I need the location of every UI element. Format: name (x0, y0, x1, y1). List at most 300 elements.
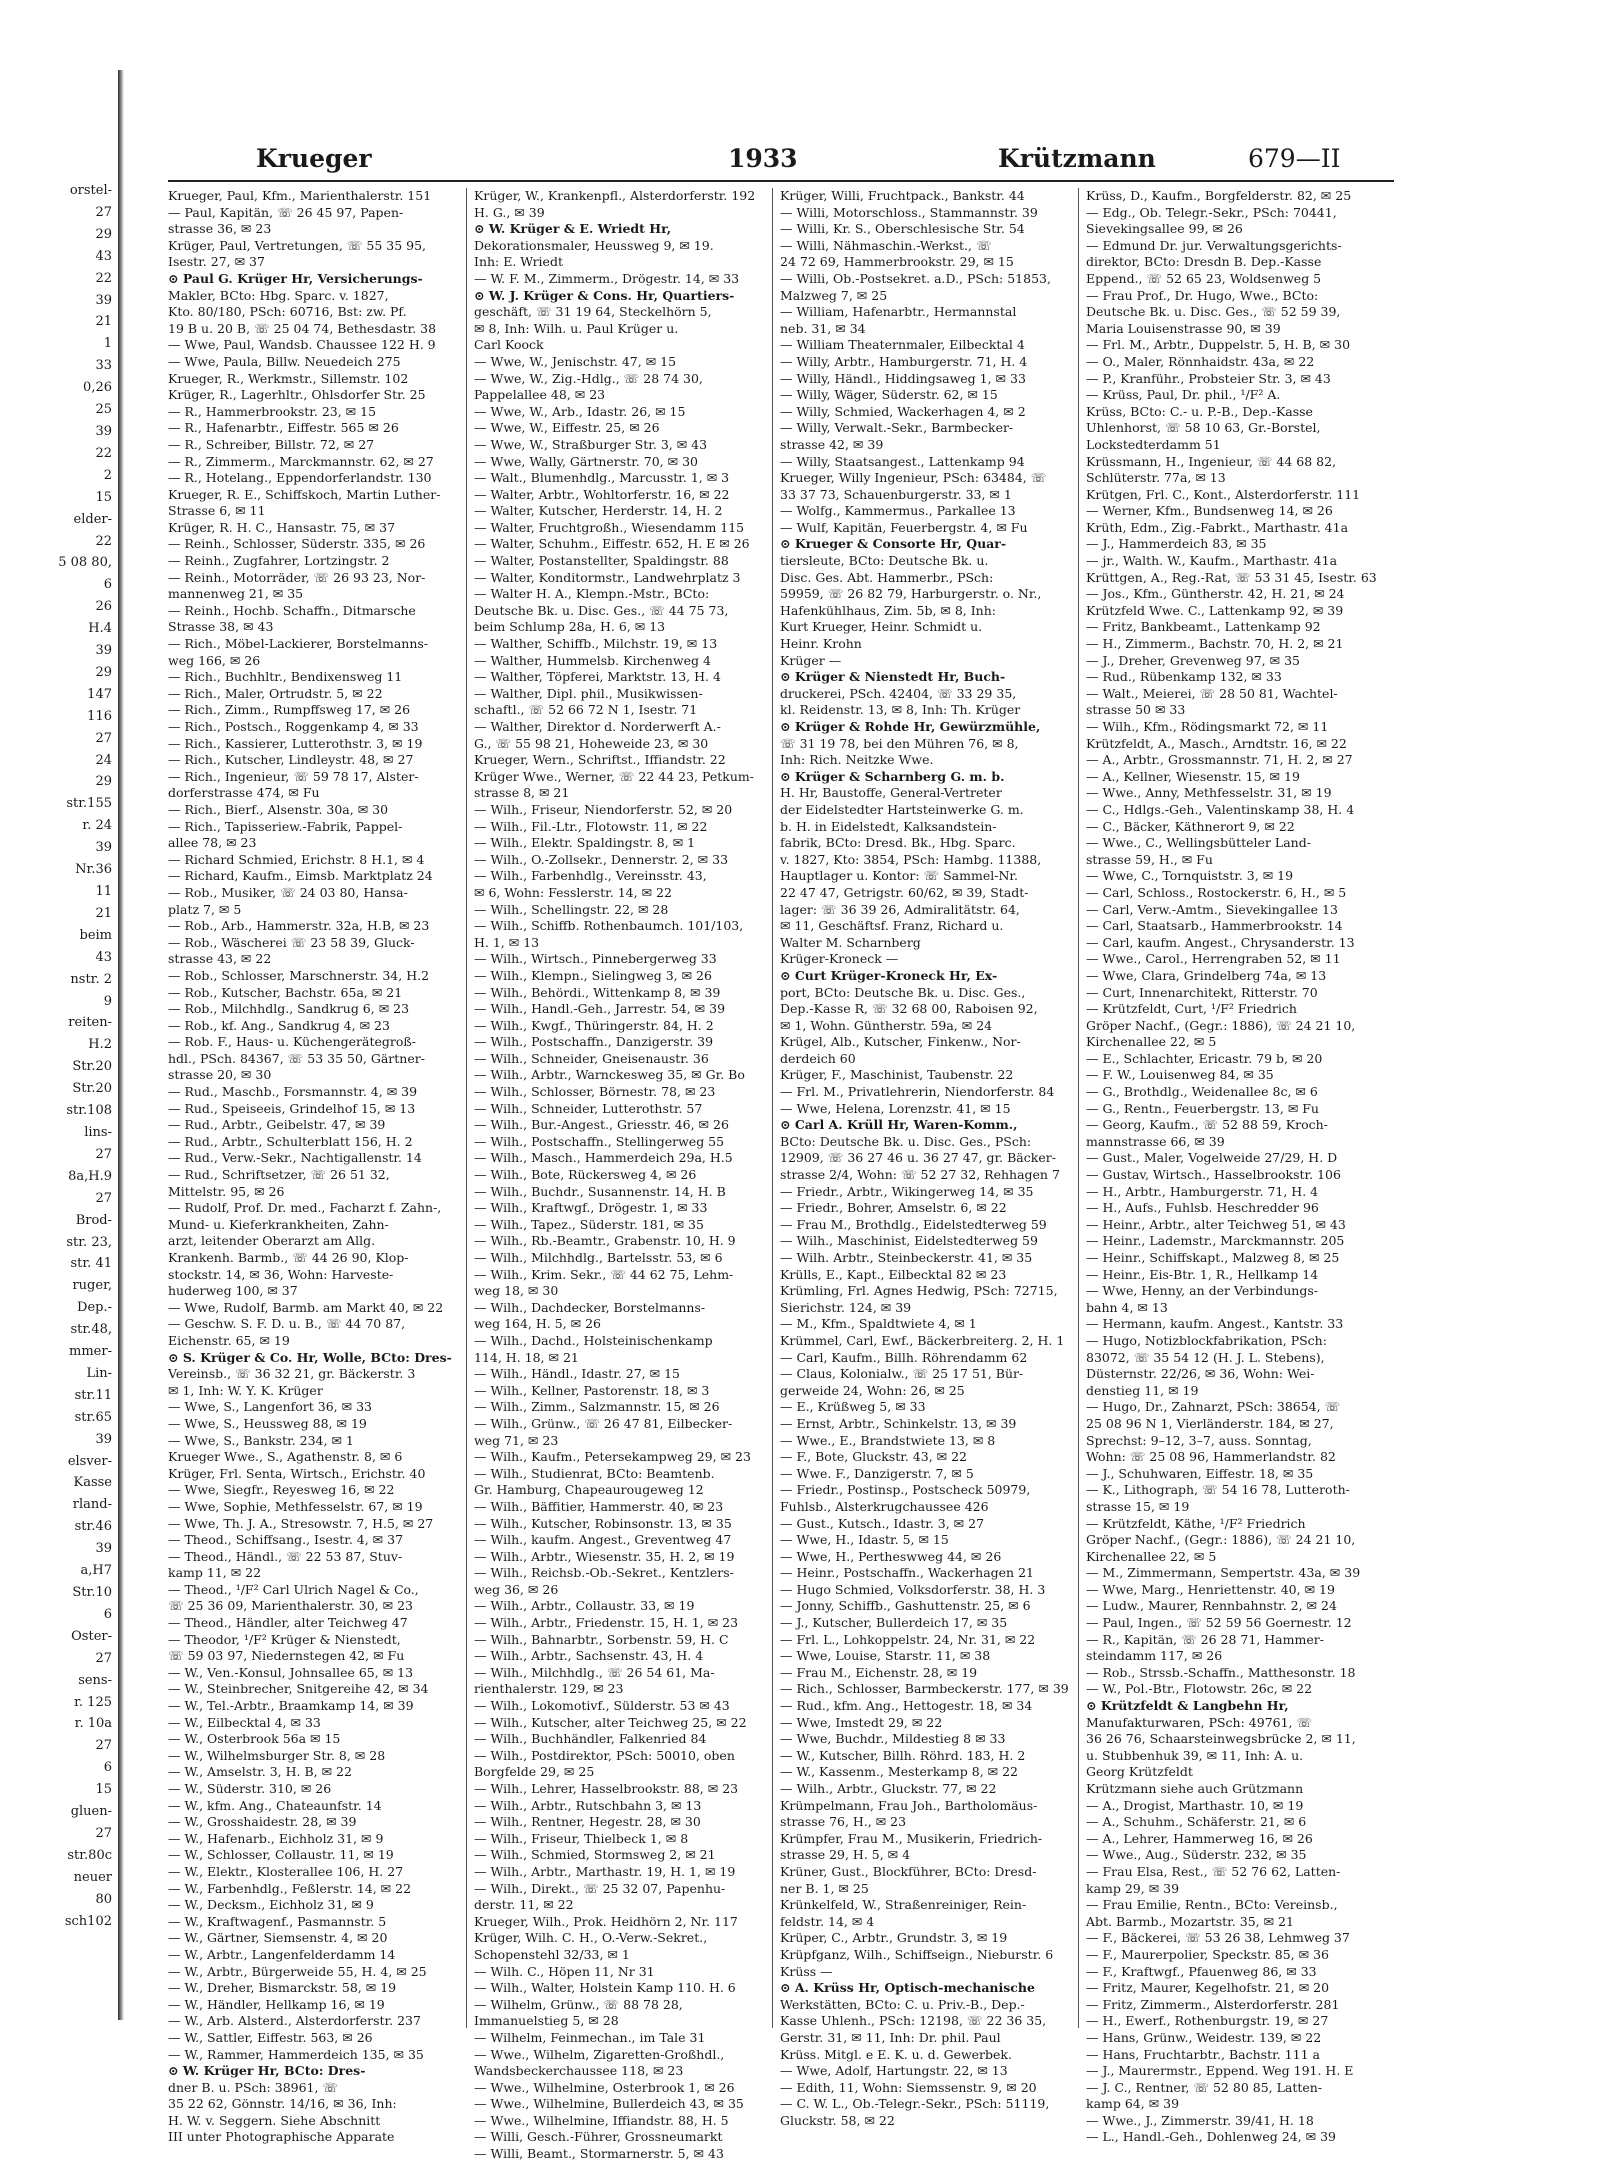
directory-entry-line: — Theodor, ¹/F² Krüger & Nienstedt, (168, 1631, 401, 1647)
directory-entry-line: — Wilh., Kellner, Pastorenstr. 18, ✉ 3 (474, 1382, 710, 1398)
directory-entry-line: — W., Osterbrook 56a ✉ 15 (168, 1731, 341, 1747)
directory-entry-line: denstieg 11, ✉ 19 (1086, 1382, 1199, 1398)
directory-entry-line: — Wilh., Zimm., Salzmannstr. 15, ✉ 26 (474, 1399, 720, 1415)
directory-entry-line: — W., Kutscher, Billh. Röhrd. 183, H. 2 (780, 1747, 1026, 1763)
directory-entry-line: — Wwe, Paula, Billw. Neuedeich 275 (168, 353, 401, 369)
directory-entry-line: — Rich., Schlosser, Barmbeckerstr. 177, ✉ 39 (780, 1681, 1069, 1697)
edge-text-line: 39 (95, 423, 112, 439)
directory-entry-line: Abt. Barmb., Mozartstr. 35, ✉ 21 (1086, 1913, 1294, 1929)
directory-entry-line: — Wilh., Rentner, Hegestr. 28, ✉ 30 (474, 1814, 701, 1830)
directory-entry-line: — Gustav, Wirtsch., Hasselbrookstr. 106 (1086, 1167, 1341, 1183)
directory-entry-line: — P., Kranführ., Probsteier Str. 3, ✉ 43 (1086, 370, 1331, 386)
directory-entry-line: — Wilh., Händl., Idastr. 27, ✉ 15 (474, 1366, 680, 1382)
directory-entry-line: weg 164, H. 5, ✉ 26 (474, 1316, 601, 1332)
directory-page (168, 138, 1394, 2162)
directory-entry-line: — W., Hafenarb., Eichholz 31, ✉ 9 (168, 1830, 384, 1846)
edge-text-line: str. 41 (70, 1256, 112, 1272)
edge-text-line: 27 (95, 1825, 112, 1841)
directory-entry-line: huderweg 100, ✉ 37 (168, 1283, 298, 1299)
directory-entry-line: — Wwe, Henny, an der Verbindungs- (1086, 1283, 1318, 1299)
directory-entry-line: — Wilh. Arbtr., Steinbeckerstr. 41, ✉ 35 (780, 1250, 1033, 1265)
directory-entry-line: — Wilh., O.-Zollsekr., Dennerstr. 2, ✉ 33 (474, 851, 729, 867)
directory-entry-line: Inh: E. Wriedt (474, 254, 563, 270)
directory-entry-line: — William Theaternmaler, Eilbecktal 4 (780, 337, 1025, 353)
directory-entry-line: 24 72 69, Hammerbrookstr. 29, ✉ 15 (780, 254, 1014, 270)
directory-entry-line: — Wwe, Adolf, Hartungstr. 22, ✉ 13 (780, 2063, 1008, 2079)
directory-entry-line: — Wwe, Clara, Grindelberg 74a, ✉ 13 (1086, 967, 1327, 983)
directory-entry-line: — Wwe., Carol., Herrengraben 52, ✉ 11 (1086, 951, 1341, 967)
edge-text-line: a,H7 (80, 1563, 112, 1579)
directory-entry-line: — A., Lehrer, Hammerweg 16, ✉ 26 (1086, 1830, 1313, 1846)
directory-entry-line: Pappelallee 48, ✉ 23 (474, 387, 606, 403)
directory-entry-line: — Rob., Musiker, ☏ 24 03 80, Hansa- (168, 884, 408, 900)
directory-entry-line: — F., Bote, Gluckstr. 43, ✉ 22 (780, 1449, 967, 1465)
directory-entry-line: Deutsche Bk. u. Disc. Ges., ☏ 52 59 39, (1086, 304, 1341, 320)
directory-entry-line: Carl Koock (474, 337, 544, 353)
adjacent-page-fragment (0, 180, 112, 1933)
column-1 (168, 188, 460, 2145)
directory-entry-line: — Wwe., Wilhelmine, Osterbrook 1, ✉ 26 (474, 2079, 735, 2095)
directory-entry-line: ⊙ Carl A. Krüll Hr, Waren-Komm., (780, 1117, 1018, 1133)
directory-entry-line: ✉ 1, Wohn. Güntherstr. 59a, ✉ 24 (780, 1017, 993, 1033)
directory-entry-line: 36 26 76, Schaarsteinwegsbrücke 2, ✉ 11, (1086, 1731, 1356, 1747)
directory-entry-line: — Reinh., Hochb. Schaffn., Ditmarsche (168, 602, 416, 618)
edge-text-line: 6 (103, 577, 112, 593)
directory-entry-line: — W., Arbtr., Bürgerweide 55, H. 4, ✉ 25 (168, 1963, 427, 1979)
directory-entry-line: — Willi, Nähmaschin.-Werkst., ☏ (780, 237, 992, 253)
directory-entry-line: — Hugo, Dr., Zahnarzt, PSch: 38654, ☏ (1086, 1399, 1341, 1415)
directory-entry-line: — Rob., kf. Ang., Sandkrug 4, ✉ 23 (168, 1017, 390, 1033)
edge-text-line: Str.20 (72, 1081, 112, 1097)
directory-entry-line: — W. F. M., Zimmerm., Drögestr. 14, ✉ 33 (474, 270, 740, 286)
directory-entry-line: ⊙ A. Krüss Hr, Optisch-mechanische (780, 1980, 1035, 1996)
directory-entry-line: Mittelstr. 95, ✉ 26 (168, 1183, 285, 1199)
directory-entry-line: — W., Kraftwagenf., Pasmannstr. 5 (168, 1913, 387, 1929)
directory-entry-line: — W., Elektr., Klosterallee 106, H. 27 (168, 1863, 404, 1879)
directory-entry-line: — Wilh., Direkt., ☏ 25 32 07, Papenhu- (474, 1880, 726, 1896)
directory-entry-line: — Willi, Kr. S., Oberschlesische Str. 54 (780, 221, 1025, 237)
directory-entry-line: bahn 4, ✉ 13 (1086, 1299, 1168, 1315)
directory-entry-line: — Wilh., Arbtr., Marthastr. 19, H. 1, ✉ 19 (474, 1863, 736, 1879)
directory-entry-line: — Walter H. A., Klempn.-Mstr., BCto: (474, 586, 710, 602)
directory-entry-line: Wohn: ☏ 25 08 96, Hammerlandstr. 82 (1086, 1449, 1336, 1465)
directory-entry-line: Werkstätten, BCto: C. u. Priv.-B., Dep.- (780, 1996, 1025, 2012)
directory-entry-line: strasse 20, ✉ 30 (168, 1067, 272, 1083)
directory-entry-line: — Heinr., Lademstr., Marckmannstr. 205 (1086, 1233, 1345, 1249)
edge-text-line: 21 (95, 905, 112, 921)
directory-entry-line: — Wilhelm, Grünw., ☏ 88 78 28, (474, 1996, 683, 2012)
directory-entry-line: — Walter, Schuhm., Eiffestr. 652, H. E ✉ 26 (474, 536, 750, 552)
directory-entry-line: — Gust., Maler, Vogelweide 27/29, H. D (1086, 1150, 1338, 1166)
directory-entry-line: Krützfeldt, A., Masch., Arndtstr. 16, ✉ 22 (1086, 735, 1347, 751)
header-rule (168, 180, 1394, 182)
directory-entry-line: — Wilh., Arbtr., Rutschbahn 3, ✉ 13 (474, 1797, 702, 1813)
directory-entry-line: — Willy, Händl., Hiddingsaweg 1, ✉ 33 (780, 370, 1026, 386)
page-header (168, 138, 1394, 180)
directory-entry-line: — Heinr., Arbtr., alter Teichweg 51, ✉ 43 (1086, 1216, 1346, 1232)
directory-entry-line: — J., Hammerdeich 83, ✉ 35 (1086, 536, 1267, 552)
directory-entry-line: — Krützfeldt, Käthe, ¹/F² Friedrich (1086, 1515, 1306, 1531)
edge-text-line: 2 (103, 467, 112, 483)
directory-entry-line: Makler, BCto: Hbg. Sparc. v. 1827, (168, 287, 389, 303)
edge-text-line: elder- (73, 511, 112, 527)
directory-entry-line: — W., Rammer, Hammerdeich 135, ✉ 35 (168, 2046, 424, 2062)
directory-columns (168, 188, 1394, 2162)
directory-entry-line: Krünkelfeld, W., Straßenreiniger, Rein- (780, 1897, 1027, 1913)
directory-entry-line: — Theod., Händler, alter Teichweg 47 (168, 1615, 408, 1631)
directory-entry-line: Wandsbeckerchaussee 118, ✉ 23 (474, 2063, 684, 2079)
directory-entry-line: geschäft, ☏ 31 19 64, Steckelhörn 5, (474, 304, 712, 320)
directory-entry-line: — Wilh., Kfm., Rödingsmarkt 72, ✉ 11 (1086, 719, 1329, 734)
column-divider (1078, 188, 1079, 2028)
column-divider (772, 188, 773, 2028)
directory-entry-line: — Wilh., Arbtr., Gluckstr. 77, ✉ 22 (780, 1781, 997, 1796)
directory-entry-line: Manufakturwaren, PSch: 49761, ☏ (1086, 1714, 1313, 1730)
directory-entry-line: — Wilh., Schlosser, Börnestr. 78, ✉ 23 (474, 1084, 716, 1100)
directory-entry-line: — Walter, Postanstellter, Spaldingstr. 88 (474, 553, 729, 569)
directory-entry-line: b. H. in Eidelstedt, Kalksandstein- (780, 818, 997, 834)
directory-entry-line: — Curt, Innenarchitekt, Ritterstr. 70 (1086, 984, 1318, 1000)
directory-entry-line: — Paul, Kapitän, ☏ 26 45 97, Papen- (168, 204, 404, 220)
directory-entry-line: — Willi, Gesch.-Führer, Grossneumarkt (474, 2129, 723, 2145)
directory-entry-line: Krützfeld Wwe. C., Lattenkamp 92, ✉ 39 (1086, 602, 1344, 618)
edge-text-line: Brod- (75, 1212, 112, 1228)
directory-entry-line: dorferstrasse 474, ✉ Fu (168, 785, 320, 801)
page-fold-shadow (118, 70, 124, 2020)
directory-entry-line: mannenweg 21, ✉ 35 (168, 586, 304, 602)
directory-entry-line: 114, H. 18, ✉ 21 (474, 1349, 579, 1365)
directory-entry-line: Düsternstr. 22/26, ✉ 36, Wohn: Wei- (1086, 1366, 1315, 1382)
directory-entry-line: — M., Kfm., Spaldtwiete 4, ✉ 1 (780, 1316, 977, 1332)
directory-entry-line: — Wilh., Schiffb. Rothenbaumch. 101/103, (474, 918, 744, 934)
directory-entry-line: 35 22 62, Gönnstr. 14/16, ✉ 36, Inh: (168, 2096, 397, 2112)
directory-entry-line: — A., Drogist, Marthastr. 10, ✉ 19 (1086, 1797, 1304, 1813)
directory-entry-line: — Wilh. C., Höpen 11, Nr 31 (474, 1963, 655, 1979)
directory-entry-line: weg 36, ✉ 26 (474, 1581, 559, 1597)
edge-text-line: r. 24 (82, 818, 112, 834)
directory-entry-line: Malzweg 7, ✉ 25 (780, 287, 888, 303)
directory-entry-line: — Edmund Dr. jur. Verwaltungsgerichts- (1086, 237, 1342, 253)
directory-entry-line: — Wilh., Dachdecker, Borstelmanns- (474, 1299, 706, 1315)
directory-entry-line: — Rich., Zimm., Rumpffsweg 17, ✉ 26 (168, 702, 411, 718)
edge-text-line: str.155 (66, 796, 112, 812)
directory-entry-line: — Rich., Buchhltr., Bendixensweg 11 (168, 669, 403, 685)
directory-entry-line: — Wwe, W., Jenischstr. 47, ✉ 15 (474, 353, 677, 369)
directory-entry-line: — Wilh., Bahnarbtr., Sorbenstr. 59, H. C (474, 1631, 729, 1647)
directory-entry-line: — Rud., Rübenkamp 132, ✉ 33 (1086, 669, 1282, 685)
directory-entry-line: — Wilh., Lokomotivf., Sülderstr. 53 ✉ 43 (474, 1698, 730, 1714)
directory-entry-line: Krüger Wwe., Werner, ☏ 22 44 23, Petkum- (474, 768, 754, 784)
directory-entry-line: — Wilh., Farbenhdlg., Vereinsstr. 43, (474, 868, 707, 884)
directory-entry-line: — Rud., Verw.-Sekr., Nachtigallenstr. 14 (168, 1150, 422, 1166)
directory-entry-line: — Wwe., Wilhelmine, Bullerdeich 43, ✉ 35 (474, 2096, 744, 2112)
directory-entry-line: — Rud., kfm. Ang., Hettogestr. 18, ✉ 34 (780, 1698, 1033, 1714)
directory-entry-line: — Paul, Ingen., ☏ 52 59 56 Goernestr. 12 (1086, 1615, 1352, 1631)
directory-entry-line: 22 47 47, Getrigstr. 60/62, ✉ 39, Stadt- (780, 884, 1029, 900)
directory-entry-line: — Wilh., Dachd., Holsteinischenkamp (474, 1332, 713, 1348)
edge-text-line: H.4 (88, 621, 112, 637)
directory-entry-line: — A., Schuhm., Schäferstr. 21, ✉ 6 (1086, 1814, 1307, 1830)
directory-entry-line: — Wilh., Masch., Hammerdeich 29a, H.5 (474, 1150, 733, 1166)
edge-text-line: 1 (103, 336, 112, 352)
directory-entry-line: — Wilh., Fil.-Ltr., Flotowstr. 11, ✉ 22 (474, 818, 708, 834)
directory-entry-line: — Carl, Kaufm., Billh. Röhrendamm 62 (780, 1349, 1028, 1365)
edge-text-line: Kasse (73, 1475, 112, 1491)
edge-text-line: 6 (103, 1760, 112, 1776)
directory-entry-line: Isestr. 27, ✉ 37 (168, 254, 265, 270)
directory-entry-line: — L., Handl.-Geh., Dohlenweg 24, ✉ 39 (1086, 2129, 1336, 2145)
edge-text-line: 27 (95, 1650, 112, 1666)
directory-entry-line: ✉ 6, Wohn: Fesslerstr. 14, ✉ 22 (474, 884, 672, 900)
edge-text-line: mmer- (69, 1344, 112, 1360)
directory-entry-line: — Rudolf, Prof. Dr. med., Facharzt f. Zahn-, (168, 1200, 442, 1216)
header-last-entry: Krützmann (998, 144, 1156, 173)
directory-entry-line: Walter M. Scharnberg (780, 934, 921, 950)
directory-entry-line: — W., Gärtner, Siemsenstr. 4, ✉ 20 (168, 1930, 388, 1946)
directory-entry-line: Maria Louisenstrasse 90, ✉ 39 (1086, 320, 1281, 336)
directory-entry-line: hdl., PSch. 84367, ☏ 53 35 50, Gärtner- (168, 1050, 425, 1066)
directory-entry-line: — H., Arbtr., Hamburgerstr. 71, H. 4 (1086, 1183, 1319, 1199)
edge-text-line: 8a,H.9 (68, 1168, 112, 1184)
edge-text-line: sens- (78, 1672, 112, 1688)
edge-text-line: 24 (95, 752, 112, 768)
directory-entry-line: — Frau Elsa, Rest., ☏ 52 76 62, Latten- (1086, 1863, 1341, 1879)
edge-text-line: gluen- (70, 1804, 112, 1820)
edge-text-line: ruger, (72, 1278, 112, 1294)
directory-entry-line: strasse 76, H., ✉ 23 (780, 1814, 907, 1830)
directory-entry-line: — Wwe, S., Heussweg 88, ✉ 19 (168, 1415, 367, 1431)
directory-entry-line: — F., Kraftwgf., Pfauenweg 86, ✉ 33 (1086, 1963, 1317, 1979)
directory-entry-line: strasse 8, ✉ 21 (474, 785, 570, 801)
directory-entry-line: Krüger, Paul, Vertretungen, ☏ 55 35 95, (168, 237, 427, 253)
directory-entry-line: kamp 29, ✉ 39 (1086, 1880, 1180, 1896)
directory-entry-line: — M., Zimmermann, Sempertstr. 43a, ✉ 39 (1086, 1565, 1361, 1581)
directory-entry-line: BCto: Deutsche Bk. u. Disc. Ges., PSch: (780, 1133, 1032, 1149)
directory-entry-line: — Theod., Händl., ☏ 22 53 87, Stuv- (168, 1548, 403, 1564)
directory-entry-line: — E., Krüßweg 5, ✉ 33 (780, 1399, 926, 1415)
directory-entry-line: — J., Schuhwaren, Eiffestr. 18, ✉ 35 (1086, 1465, 1314, 1481)
directory-entry-line: ⊙ W. Krüger & E. Wriedt Hr, (474, 221, 672, 237)
directory-entry-line: — Wwe, Th. J. A., Stresowstr. 7, H.5, ✉ 27 (168, 1515, 434, 1531)
directory-entry-line: — Wilh., Kutscher, Robinsonstr. 13, ✉ 35 (474, 1515, 732, 1531)
directory-entry-line: — Walter, Fruchtgroßh., Wiesendamm 115 (474, 519, 745, 535)
directory-entry-line: fabrik, BCto: Dresd. Bk., Hbg. Sparc. (780, 835, 1016, 851)
directory-entry-line: Fuhlsb., Alsterkrugchaussee 426 (780, 1498, 989, 1514)
directory-entry-line: ⊙ Curt Krüger-Kroneck Hr, Ex- (780, 967, 998, 983)
directory-entry-line: Immanuelstieg 5, ✉ 28 (474, 2013, 619, 2029)
directory-entry-line: ☏ 59 03 97, Niedernstegen 42, ✉ Fu (168, 1648, 405, 1664)
directory-entry-line: — Willy, Staatsangest., Lattenkamp 94 (780, 453, 1025, 469)
edge-text-line: 27 (95, 730, 112, 746)
directory-entry-line: Schlüterstr. 77a, ✉ 13 (1086, 470, 1226, 486)
directory-entry-line: — E., Schlachter, Ericastr. 79 b, ✉ 20 (1086, 1050, 1323, 1066)
directory-entry-line: — Georg, Kaufm., ☏ 52 88 59, Kroch- (1086, 1117, 1328, 1133)
directory-entry-line: ✉ 8, Inh: Wilh. u. Paul Krüger u. (474, 320, 679, 336)
directory-entry-line: — Rich., Kassierer, Lutterothstr. 3, ✉ 19 (168, 735, 423, 751)
directory-entry-line: III unter Photographische Apparate (168, 2129, 395, 2145)
directory-entry-line: Krüss. Mitgl. e E. K. u. d. Gewerbek. (780, 2046, 1012, 2062)
directory-entry-line: — W., Dreher, Bismarckstr. 58, ✉ 19 (168, 1980, 397, 1996)
directory-entry-line: — Geschw. S. F. D. u. B., ☏ 44 70 87, (168, 1316, 406, 1332)
directory-entry-line: strasse 59, H., ✉ Fu (1086, 851, 1213, 867)
directory-entry-line: — Wilh., Friseur, Thielbeck 1, ✉ 8 (474, 1830, 689, 1846)
directory-entry-line: — Wwe, S., Bankstr. 234, ✉ 1 (168, 1432, 354, 1448)
directory-entry-line: Sievekingsallee 99, ✉ 26 (1086, 221, 1243, 237)
edge-text-line: 22 (95, 533, 112, 549)
directory-entry-line: u. Stubbenhuk 39, ✉ 11, Inh: A. u. (1086, 1747, 1304, 1763)
directory-entry-line: ⊙ Paul G. Krüger Hr, Versicherungs- (168, 270, 423, 286)
directory-entry-line: — H., Aufs., Fuhlsb. Heschredder 96 (1086, 1200, 1319, 1216)
edge-text-line: 9 (103, 993, 112, 1009)
directory-entry-line: — Wwe, Rudolf, Barmb. am Markt 40, ✉ 22 (168, 1299, 444, 1315)
directory-entry-line: — Rud., Speiseeis, Grindelhof 15, ✉ 13 (168, 1100, 416, 1116)
directory-entry-line: — Wilh., Bote, Rückersweg 4, ✉ 26 (474, 1167, 697, 1183)
directory-entry-line: — R., Hotelang., Eppendorferlandstr. 130 (168, 470, 432, 486)
directory-entry-line: — Willi, Ob.-Postsekret. a.D., PSch: 51853, (780, 270, 1051, 286)
edge-text-line: str. 23, (66, 1234, 112, 1250)
directory-entry-line: — H., Ewerf., Rothenburgstr. 19, ✉ 27 (1086, 2013, 1329, 2029)
directory-entry-line: — Hermann, kaufm. Angest., Kantstr. 33 (1086, 1316, 1344, 1332)
directory-entry-line: — Rich., Postsch., Roggenkamp 4, ✉ 33 (168, 719, 419, 734)
directory-entry-line: — Frau M., Brothdlg., Eidelstedterweg 59 (780, 1216, 1047, 1232)
directory-entry-line: — Willy, Wäger, Süderstr. 62, ✉ 15 (780, 387, 998, 403)
directory-entry-line: — W., Steinbrecher, Snitgereihe 42, ✉ 34 (168, 1681, 429, 1697)
edge-text-line: reiten- (68, 1015, 112, 1031)
edge-text-line: 15 (95, 489, 112, 505)
directory-entry-line: Krügel, Alb., Kutscher, Finkenw., Nor- (780, 1034, 1021, 1050)
directory-entry-line: — jr., Walth. W., Kaufm., Marthastr. 41a (1086, 553, 1338, 569)
directory-entry-line: ☏ 31 19 78, bei den Mühren 76, ✉ 8, (780, 735, 1019, 751)
header-first-entry: Krueger (256, 144, 372, 173)
directory-entry-line: weg 18, ✉ 30 (474, 1283, 559, 1299)
edge-text-line: 6 (103, 1606, 112, 1622)
directory-entry-line: Eichenstr. 65, ✉ 19 (168, 1332, 290, 1348)
directory-entry-line: — Wwe, W., Arb., Idastr. 26, ✉ 15 (474, 403, 686, 419)
directory-entry-line: H. G., ✉ 39 (474, 204, 545, 220)
directory-entry-line: — W., Amselstr. 3, H. B, ✉ 22 (168, 1764, 352, 1780)
directory-entry-line: Krueger, R. E., Schiffskoch, Martin Luther- (168, 486, 441, 502)
directory-entry-line: — Wilh., Maschinist, Eidelstedterweg 59 (780, 1233, 1038, 1249)
edge-text-line: 39 (95, 1431, 112, 1447)
directory-entry-line: derstr. 11, ✉ 22 (474, 1897, 574, 1913)
directory-entry-line: — Wwe, H., Idastr. 5, ✉ 15 (780, 1532, 949, 1548)
directory-entry-line: — Walter, Kutscher, Herderstr. 14, H. 2 (474, 503, 723, 519)
directory-entry-line: — F., Bäckerei, ☏ 53 26 38, Lehmweg 37 (1086, 1930, 1350, 1946)
directory-entry-line: Strasse 38, ✉ 43 (168, 619, 274, 635)
directory-entry-line: Krüssmann, H., Ingenieur, ☏ 44 68 82, (1086, 453, 1337, 469)
directory-entry-line: — Reinh., Motorräder, ☏ 26 93 23, Nor- (168, 569, 426, 585)
directory-entry-line: Gluckstr. 58, ✉ 22 (780, 2112, 895, 2128)
directory-entry-line: H. Hr, Baustoffe, General-Vertreter (780, 785, 1002, 801)
directory-entry-line: — Rud., Maschb., Forsmannstr. 4, ✉ 39 (168, 1084, 418, 1100)
directory-entry-line: — Ernst, Arbtr., Schinkelstr. 13, ✉ 39 (780, 1415, 1017, 1431)
directory-entry-line: arzt, leitender Oberarzt am Allg. (168, 1233, 376, 1249)
directory-entry-line: — Walt., Blumenhdlg., Marcusstr. 1, ✉ 3 (474, 470, 730, 486)
directory-entry-line: — Wilh., Arbtr., Friedenstr. 15, H. 1, ✉ 23 (474, 1615, 739, 1631)
directory-entry-line: — Wilh., kaufm. Angest., Greventweg 47 (474, 1532, 732, 1548)
directory-entry-line: — A., Arbtr., Grossmannstr. 71, H. 2, ✉ 27 (1086, 752, 1353, 768)
directory-entry-line: ⊙ Krüger & Nienstedt Hr, Buch- (780, 669, 1006, 685)
directory-entry-line: — Werner, Kfm., Bundsenweg 14, ✉ 26 (1086, 503, 1333, 519)
directory-entry-line: Gröper Nachf., (Gegr.: 1886), ☏ 24 21 10, (1086, 1532, 1356, 1548)
directory-entry-line: — Rob., Wäscherei ☏ 23 58 39, Gluck- (168, 934, 415, 950)
edge-text-line: Str.20 (72, 1059, 112, 1075)
directory-entry-line: — Wwe., Wilhelmine, Iffiandstr. 88, H. 5 (474, 2112, 729, 2128)
directory-entry-line: — Wwe., Aug., Süderstr. 232, ✉ 35 (1086, 1847, 1307, 1863)
edge-text-line: Dep.- (77, 1300, 112, 1316)
edge-text-line: orstel- (69, 183, 112, 198)
edge-text-line: H.2 (88, 1037, 112, 1053)
directory-entry-line: — Wwe, Siegfr., Reyesweg 16, ✉ 22 (168, 1482, 395, 1498)
directory-entry-line: Krütgen, Frl. C., Kont., Alsterdorferstr. 111 (1086, 486, 1361, 502)
directory-entry-line: Dep.-Kasse R, ☏ 32 68 00, Raboisen 92, (780, 1001, 1038, 1017)
directory-entry-line: 25 08 96 N 1, Vierländerstr. 184, ✉ 27, (1086, 1415, 1334, 1431)
directory-entry-line: Krüger, Wilh. C. H., O.-Verw.-Sekret., (474, 1930, 708, 1946)
directory-entry-line: — Wilh., Postdirektor, PSch: 50010, oben (474, 1747, 735, 1763)
directory-entry-line: ⊙ Krüger & Rohde Hr, Gewürzmühle, (780, 719, 1041, 734)
edge-text-line: 39 (95, 840, 112, 856)
directory-entry-line: — Jos., Kfm., Güntherstr. 42, H. 21, ✉ 24 (1086, 586, 1345, 602)
directory-entry-line: kamp 11, ✉ 22 (168, 1565, 262, 1581)
directory-entry-line: — Wilh., Schneider, Gneisenaustr. 36 (474, 1050, 709, 1066)
directory-entry-line: — Ludw., Maurer, Rennbahnstr. 2, ✉ 24 (1086, 1598, 1337, 1614)
directory-entry-line: — Friedr., Postinsp., Postscheck 50979, (780, 1482, 1031, 1498)
directory-entry-line: — Theod., ¹/F² Carl Ulrich Nagel & Co., (168, 1581, 419, 1597)
directory-entry-line: — Wilh., Arbtr., Sachsenstr. 43, H. 4 (474, 1648, 704, 1664)
directory-entry-line: — Walter, Konditormstr., Landwehrplatz 3 (474, 569, 741, 585)
column-2 (474, 188, 766, 2162)
directory-entry-line: — W., Ven.-Konsul, Johnsallee 65, ✉ 13 (168, 1664, 414, 1680)
directory-entry-line: Krueger Wwe., S., Agathenstr. 8, ✉ 6 (168, 1449, 403, 1465)
directory-entry-line: — Wwe., C., Wellingsbütteler Land- (1086, 835, 1311, 851)
directory-entry-line: — Frau Prof., Dr. Hugo, Wwe., BCto: (1086, 287, 1319, 303)
directory-entry-line: — R., Hammerbrookstr. 23, ✉ 15 (168, 403, 377, 419)
directory-entry-line: — Wwe, Wally, Gärtnerstr. 70, ✉ 30 (474, 453, 698, 469)
directory-entry-line: Krüger, Frl. Senta, Wirtsch., Erichstr. 40 (168, 1465, 426, 1481)
directory-entry-line: — Wilh., Klempn., Sielingweg 3, ✉ 26 (474, 967, 712, 983)
header-year: 1933 (728, 144, 798, 173)
directory-entry-line: — W., Kassenm., Mesterkamp 8, ✉ 22 (780, 1764, 1019, 1780)
directory-entry-line: Kirchenallee 22, ✉ 5 (1086, 1034, 1217, 1050)
directory-entry-line: — R., Schreiber, Billstr. 72, ✉ 27 (168, 436, 375, 452)
directory-entry-line: — Frl. M., Arbtr., Duppelstr. 5, H. B, ✉ 30 (1086, 337, 1351, 353)
directory-entry-line: ☏ 25 36 09, Marienthalerstr. 30, ✉ 23 (168, 1598, 413, 1614)
directory-entry-line: G., ☏ 55 98 21, Hoheweide 23, ✉ 30 (474, 735, 709, 751)
directory-entry-line: weg 166, ✉ 26 (168, 652, 261, 668)
directory-entry-line: Mund- u. Kieferkrankheiten, Zahn- (168, 1216, 389, 1232)
edge-text-line: 15 (95, 1782, 112, 1798)
edge-text-line: neuer (73, 1869, 112, 1885)
edge-text-line: str.46 (74, 1519, 112, 1535)
directory-entry-line: — Wwe., J., Zimmerstr. 39/41, H. 18 (1086, 2112, 1314, 2128)
directory-entry-line: H. W. v. Seggern. Siehe Abschnitt (168, 2112, 381, 2128)
directory-entry-line: — Rich., Kutscher, Lindleystr. 48, ✉ 27 (168, 752, 414, 768)
directory-entry-line: — H., Zimmerm., Bachstr. 70, H. 2, ✉ 21 (1086, 636, 1344, 652)
directory-entry-line: — Fritz, Bankbeamt., Lattenkamp 92 (1086, 619, 1321, 635)
directory-entry-line: — W., Grosshaidestr. 28, ✉ 39 (168, 1814, 357, 1830)
directory-entry-line: — Wilh., Walter, Holstein Kamp 110. H. 6 (474, 1980, 736, 1996)
directory-entry-line: Krüpfganz, Wilh., Schiffseign., Nieburstr. 6 (780, 1946, 1054, 1962)
directory-entry-line: — Wilh., Kraftwgf., Drögestr. 1, ✉ 33 (474, 1200, 708, 1216)
directory-entry-line: — Wwe, Marg., Henriettenstr. 40, ✉ 19 (1086, 1581, 1335, 1597)
directory-entry-line: Kasse Uhlenh., PSch: 12198, ☏ 22 36 35, (780, 2013, 1047, 2029)
directory-entry-line: — Rob., Arb., Hammerstr. 32a, H.B, ✉ 23 (168, 918, 430, 934)
directory-entry-line: — Wwe, S., Langenfort 36, ✉ 33 (168, 1399, 372, 1415)
column-divider (466, 188, 467, 2028)
directory-entry-line: — F., Maurerpolier, Speckstr. 85, ✉ 36 (1086, 1946, 1329, 1962)
header-page-number: 679—II (1248, 144, 1341, 173)
directory-entry-line: Krüper, C., Arbtr., Grundstr. 3, ✉ 19 (780, 1930, 1008, 1946)
